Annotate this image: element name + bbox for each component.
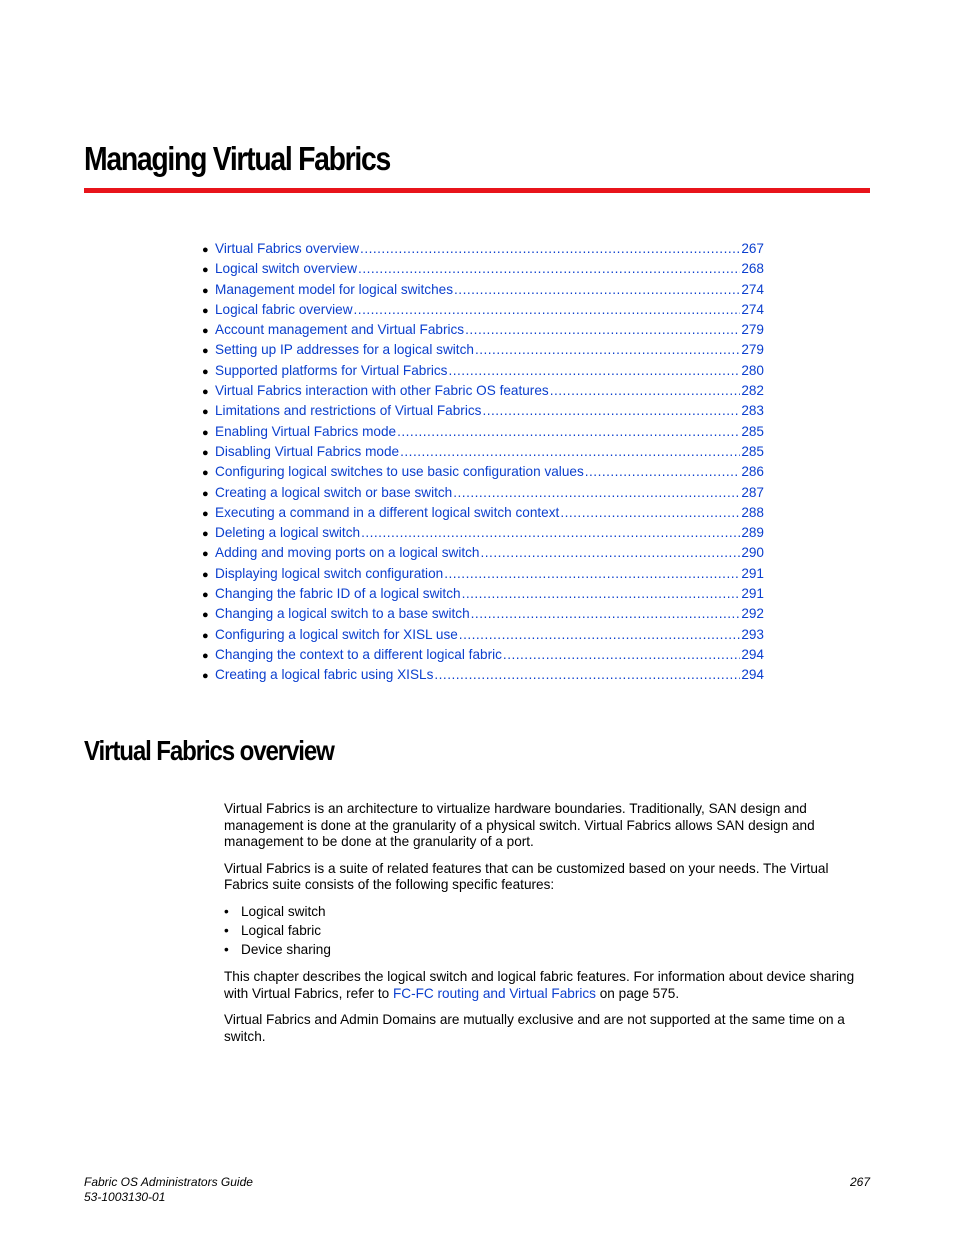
bullet-icon: ● bbox=[202, 304, 209, 317]
toc-page: 294 bbox=[741, 646, 764, 662]
toc-label: Virtual Fabrics overview bbox=[215, 241, 360, 256]
dot-leader bbox=[453, 484, 740, 502]
section-body bbox=[224, 801, 874, 1055]
page-number: 267 bbox=[849, 1175, 870, 1189]
toc-page: 289 bbox=[741, 525, 764, 541]
toc-page: 279 bbox=[741, 342, 764, 358]
toc-label: Executing a command in a different logical switch context bbox=[215, 504, 560, 520]
dot-leader bbox=[560, 504, 740, 522]
toc-label: Changing the fabric ID of a logical switch bbox=[215, 586, 461, 602]
dot-leader bbox=[361, 524, 740, 542]
body-paragraph: Virtual Fabrics is a suite of related features that can be customized based on your needs. The Virtual Fabrics suite consists of the following specific features: bbox=[224, 860, 829, 893]
toc-page: 294 bbox=[741, 667, 764, 683]
dot-leader bbox=[459, 626, 741, 644]
dot-leader bbox=[503, 646, 740, 664]
toc-label: Account management and Virtual Fabrics bbox=[215, 322, 465, 338]
body-paragraph: Virtual Fabrics is an architecture to virtualize hardware boundaries. Traditionally, SAN design and management is done at the granularity of a physical switch. Virtual Fabrics allows SAN design and management to be done at the granularity of a port. bbox=[224, 801, 815, 850]
toc-entry[interactable] bbox=[202, 382, 764, 402]
toc-entry[interactable] bbox=[202, 402, 764, 422]
toc-entry[interactable] bbox=[202, 281, 764, 301]
toc-entry[interactable] bbox=[202, 565, 764, 585]
toc-entry[interactable] bbox=[202, 443, 764, 463]
dot-leader bbox=[471, 605, 741, 623]
toc-label: Logical switch overview bbox=[215, 261, 358, 277]
toc-label: Disabling Virtual Fabrics mode bbox=[215, 443, 400, 459]
bullet-icon: ● bbox=[202, 264, 209, 277]
toc-page: 279 bbox=[741, 322, 764, 338]
body-paragraph: Virtual Fabrics and Admin Domains are mutually exclusive and are not supported at the same time on a switch. bbox=[224, 1012, 845, 1044]
toc-page: 268 bbox=[741, 261, 764, 277]
bullet-icon: ● bbox=[202, 345, 209, 358]
dot-leader bbox=[475, 341, 740, 359]
toc-entry[interactable] bbox=[202, 544, 764, 564]
toc-page: 283 bbox=[741, 403, 764, 419]
bullet-icon: ● bbox=[202, 649, 209, 662]
toc-page: 292 bbox=[741, 606, 764, 622]
toc-entry[interactable] bbox=[202, 301, 764, 321]
toc-label: Changing a logical switch to a base switch bbox=[215, 606, 470, 622]
list-item-label: Logical switch bbox=[241, 903, 326, 919]
toc-entry[interactable] bbox=[202, 240, 764, 260]
bullet-icon: • bbox=[224, 903, 229, 919]
bullet-icon: ● bbox=[202, 426, 209, 439]
toc-label: Limitations and restrictions of Virtual Fabrics bbox=[215, 403, 482, 419]
bullet-icon: ● bbox=[202, 446, 209, 459]
bullet-icon: • bbox=[224, 941, 229, 957]
list-item-label: Logical fabric bbox=[241, 922, 322, 938]
dot-leader bbox=[480, 544, 740, 562]
bullet-icon: ● bbox=[202, 244, 209, 256]
toc-label: Virtual Fabrics interaction with other Fabric OS features bbox=[215, 383, 549, 399]
toc-entry[interactable] bbox=[202, 626, 764, 646]
toc-page: 274 bbox=[741, 301, 764, 317]
toc-page: 288 bbox=[741, 504, 764, 520]
body-paragraph bbox=[224, 969, 874, 1002]
toc-entry[interactable] bbox=[202, 605, 764, 625]
dot-leader bbox=[454, 281, 740, 299]
list-item bbox=[224, 923, 874, 942]
bullet-icon: ● bbox=[202, 365, 209, 378]
paragraph-text: on page 575. bbox=[595, 985, 680, 1001]
feature-list bbox=[224, 904, 874, 961]
document-number: 53-1003130-01 bbox=[84, 1190, 166, 1204]
dot-leader bbox=[585, 463, 741, 481]
toc-entry[interactable] bbox=[202, 321, 764, 341]
toc-page: 280 bbox=[741, 362, 764, 378]
toc-entry[interactable] bbox=[202, 362, 764, 382]
dot-leader bbox=[448, 362, 740, 380]
bullet-icon: ● bbox=[202, 467, 209, 480]
list-item-label: Device sharing bbox=[241, 941, 331, 957]
bullet-icon: ● bbox=[202, 284, 209, 297]
dot-leader bbox=[360, 240, 740, 258]
chapter-toc bbox=[202, 240, 764, 687]
bullet-icon: ● bbox=[202, 548, 209, 561]
toc-page: 285 bbox=[741, 443, 764, 459]
toc-entry[interactable] bbox=[202, 341, 764, 361]
toc-page: 290 bbox=[741, 545, 764, 561]
toc-entry[interactable] bbox=[202, 260, 764, 280]
dot-leader bbox=[444, 565, 740, 583]
toc-label: Supported platforms for Virtual Fabrics bbox=[215, 362, 448, 378]
section-title: Virtual Fabrics overview bbox=[84, 735, 334, 766]
dot-leader bbox=[482, 402, 740, 420]
bullet-icon: ● bbox=[202, 386, 209, 399]
toc-label: Adding and moving ports on a logical switch bbox=[215, 545, 480, 561]
list-item bbox=[224, 904, 874, 923]
bullet-icon: • bbox=[224, 922, 229, 938]
dot-leader bbox=[400, 443, 740, 461]
chapter-title: Managing Virtual Fabrics bbox=[84, 140, 390, 177]
chapter-title-rule bbox=[84, 188, 870, 193]
toc-label: Changing the context to a different logical fabric bbox=[215, 646, 502, 662]
toc-entry[interactable] bbox=[202, 524, 764, 544]
bullet-icon: ● bbox=[202, 325, 209, 338]
toc-page: 291 bbox=[741, 586, 764, 602]
dot-leader bbox=[358, 260, 740, 278]
toc-label: Deleting a logical switch bbox=[215, 525, 361, 541]
bullet-icon: ● bbox=[202, 528, 209, 541]
dot-leader bbox=[354, 301, 741, 319]
dot-leader bbox=[465, 321, 740, 339]
toc-page: 267 bbox=[741, 241, 764, 256]
dot-leader bbox=[550, 382, 741, 400]
toc-page: 287 bbox=[741, 484, 764, 500]
toc-label: Creating a logical switch or base switch bbox=[215, 484, 453, 500]
toc-label: Setting up IP addresses for a logical switch bbox=[215, 342, 474, 358]
toc-entry[interactable] bbox=[202, 423, 764, 443]
bullet-icon: ● bbox=[202, 507, 209, 520]
toc-label: Displaying logical switch configuration bbox=[215, 565, 444, 581]
toc-entry[interactable] bbox=[202, 666, 764, 686]
toc-label: Configuring a logical switch for XISL use bbox=[215, 626, 458, 642]
bullet-icon: ● bbox=[202, 629, 209, 642]
toc-entry[interactable] bbox=[202, 585, 764, 605]
dot-leader bbox=[434, 666, 740, 684]
toc-label: Management model for logical switches bbox=[215, 281, 454, 297]
toc-entry[interactable] bbox=[202, 504, 764, 524]
guide-title: Fabric OS Administrators Guide bbox=[84, 1175, 253, 1189]
bullet-icon: ● bbox=[202, 568, 209, 581]
toc-page: 285 bbox=[741, 423, 764, 439]
cross-reference-link[interactable]: FC-FC routing and Virtual Fabrics bbox=[392, 985, 596, 1001]
paragraph-text: This chapter describes the logical switch and logical fabric features. For information about device sharing with Virtual Fabrics, refer to bbox=[224, 968, 855, 1001]
toc-page: 293 bbox=[741, 626, 764, 642]
dot-leader bbox=[397, 423, 740, 441]
toc-entry[interactable] bbox=[202, 463, 764, 483]
toc-page: 274 bbox=[741, 281, 764, 297]
toc-entry[interactable] bbox=[202, 484, 764, 504]
toc-page: 291 bbox=[741, 565, 764, 581]
toc-label: Enabling Virtual Fabrics mode bbox=[215, 423, 397, 439]
list-item bbox=[224, 942, 874, 961]
toc-entry[interactable] bbox=[202, 646, 764, 666]
bullet-icon: ● bbox=[202, 406, 209, 419]
toc-label: Configuring logical switches to use basic configuration values bbox=[215, 464, 584, 480]
footer-left bbox=[84, 1175, 253, 1205]
bullet-icon: ● bbox=[202, 589, 209, 602]
bullet-icon: ● bbox=[202, 670, 209, 683]
toc-label: Logical fabric overview bbox=[215, 301, 353, 317]
toc-page: 282 bbox=[741, 383, 764, 399]
toc-page: 286 bbox=[741, 464, 764, 480]
bullet-icon: ● bbox=[202, 487, 209, 500]
bullet-icon: ● bbox=[202, 609, 209, 622]
toc-label: Creating a logical fabric using XISLs bbox=[215, 667, 434, 683]
dot-leader bbox=[462, 585, 741, 603]
